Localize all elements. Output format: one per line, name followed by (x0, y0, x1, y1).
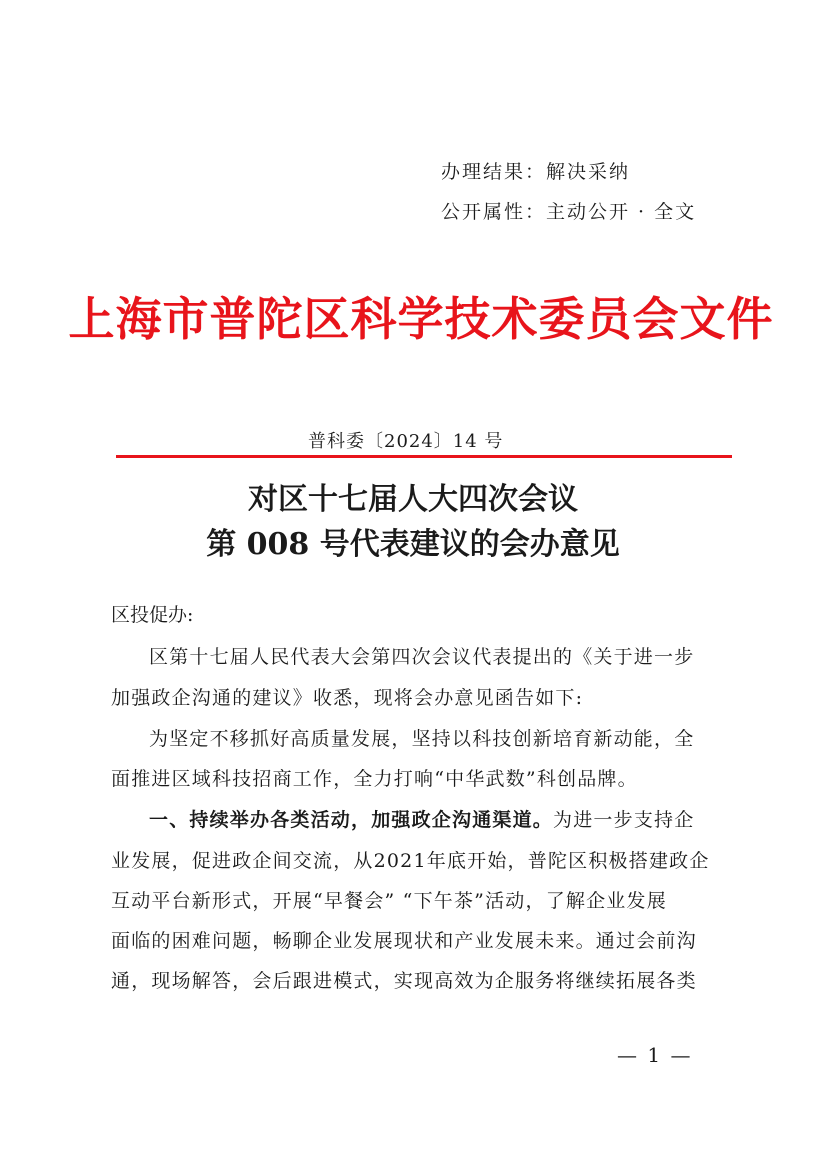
paragraph-3-line-2: 业发展，促进政企间交流，从2021年底开始，普陀区积极搭建政企 (111, 850, 710, 872)
paragraph-3-line-1-text: 为进一步支持企 (553, 809, 695, 831)
section-heading-1: 一、持续举办各类活动，加强政企沟通渠道。 (149, 809, 554, 831)
issuing-organization-title: 上海市普陀区科学技术委员会文件 (68, 292, 774, 346)
paragraph-2-line-1: 为坚定不移抓好高质量发展，坚持以科技创新培育新动能，全 (149, 728, 695, 750)
addressee: 区投促办: (111, 604, 194, 626)
paragraph-1-line-1: 区第十七届人民代表大会第四次会议代表提出的《关于进一步 (149, 646, 695, 668)
document-title-line-2: 第 008 号代表建议的会办意见 (206, 527, 620, 562)
paragraph-2-line-2: 面推进区域科技招商工作，全力打响“中华武数”科创品牌。 (111, 768, 638, 790)
red-separator-line (116, 455, 732, 458)
document-title-line-1: 对区十七届人大四次会议 (248, 482, 578, 517)
document-number: 普科委〔2024〕14 号 (308, 431, 504, 452)
paragraph-3-line-3: 互动平台新形式，开展“早餐会” “下午茶”活动，了解企业发展 (111, 890, 667, 912)
paragraph-3-line-1 (149, 805, 694, 832)
disclosure-attribute: 公开属性：主动公开 · 全文 (441, 201, 697, 223)
paragraph-1-line-2: 加强政企沟通的建议》收悉，现将会办意见函告如下: (111, 687, 584, 709)
page-number: — 1 — (617, 1043, 693, 1067)
paragraph-3-line-4: 面临的困难问题，畅聊企业发展现状和产业发展未来。通过会前沟 (111, 930, 697, 952)
processing-result: 办理结果：解决采纳 (441, 161, 631, 183)
paragraph-3-line-5: 通，现场解答，会后跟进模式，实现高效为企服务将继续拓展各类 (111, 970, 697, 992)
